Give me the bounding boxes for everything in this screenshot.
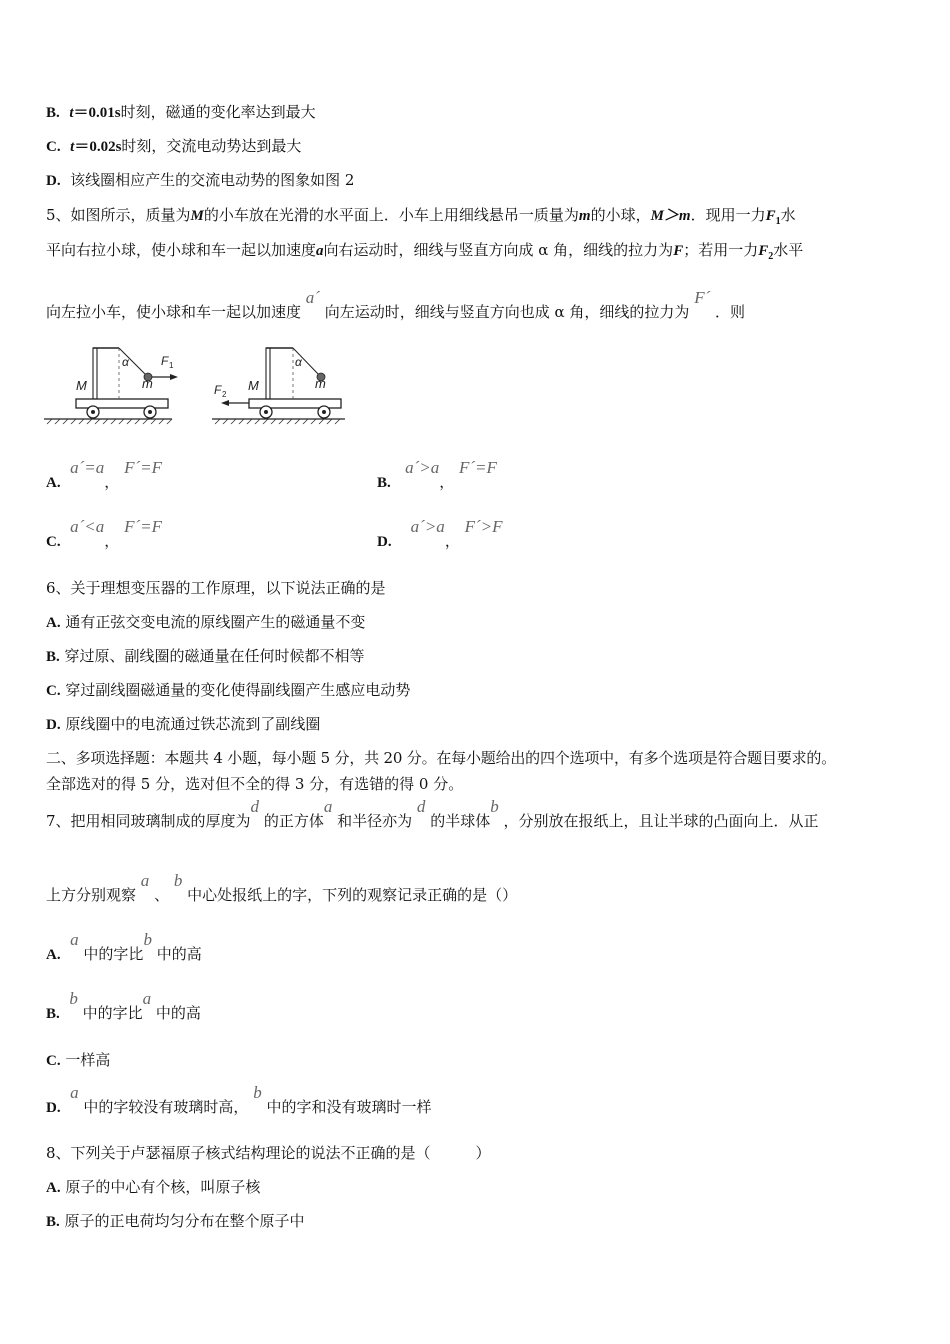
stem-text: ．则 bbox=[715, 303, 746, 321]
right-diagram bbox=[212, 348, 345, 424]
label-M: M bbox=[248, 378, 259, 393]
math-expr: a´<a bbox=[70, 517, 105, 536]
q7-option-c bbox=[46, 1050, 110, 1071]
var-t: t bbox=[70, 139, 75, 155]
q8-option-a bbox=[46, 1177, 260, 1198]
stem-text: ．现用一力 bbox=[690, 206, 766, 224]
post bbox=[266, 348, 270, 399]
q6-option-d bbox=[46, 714, 320, 735]
subscript: 2 bbox=[768, 251, 774, 262]
option-text: 中的字和没有玻璃时一样 bbox=[266, 1098, 432, 1116]
option-letter: D. bbox=[46, 173, 61, 189]
label-F1-sub: 1 bbox=[169, 361, 174, 370]
stem-text: 的小车放在光滑的水平面上．小车上用细线悬吊一质量为 bbox=[203, 206, 579, 224]
stem-text: 平向右拉小球，使小球和车一起以加速度 bbox=[46, 241, 317, 259]
q5-option-a bbox=[46, 458, 162, 493]
q6-stem: 6、关于理想变压器的工作原理，以下说法正确的是 bbox=[46, 579, 386, 597]
math-expr: F´>F bbox=[464, 517, 503, 536]
option-text: 一样高 bbox=[65, 1051, 111, 1069]
comma: ， bbox=[104, 532, 120, 550]
q8-option-b bbox=[46, 1211, 305, 1232]
q4-option-d bbox=[46, 170, 354, 191]
math-d: d bbox=[416, 797, 426, 816]
option-letter: A. bbox=[46, 947, 61, 963]
option-letter: B. bbox=[46, 1006, 60, 1022]
label-m: m bbox=[142, 376, 153, 391]
label-F1: F bbox=[161, 354, 169, 368]
math-expr: a´=a bbox=[70, 458, 105, 477]
option-text: 中的高 bbox=[155, 1004, 201, 1022]
math-expr: a´>a bbox=[405, 458, 440, 477]
math-a-prime: a´ bbox=[305, 288, 320, 307]
math-a: a bbox=[323, 797, 333, 816]
q8-stem: 8、下列关于卢瑟福原子核式结构理论的说法不正确的是（ ） bbox=[46, 1144, 491, 1162]
var-M-gt-m: M＞m bbox=[650, 208, 691, 224]
option-text: 该线圈相应产生的交流电动势的图象如图 2 bbox=[70, 171, 355, 189]
subscript: 1 bbox=[775, 216, 781, 227]
q7-option-a bbox=[46, 930, 202, 965]
option-text: 通有正弦交变电流的原线圈产生的磁通量不变 bbox=[65, 613, 366, 631]
stem-text: 中心处报纸上的字，下列的观察记录正确的是（） bbox=[187, 886, 518, 904]
math-b: b bbox=[490, 797, 499, 816]
stem-text: 7、把用相同玻璃制成的厚度为 bbox=[46, 812, 251, 830]
stem-text: 上方分别观察 bbox=[46, 886, 137, 904]
var-a: a bbox=[316, 243, 324, 259]
q5-option-c bbox=[46, 517, 162, 552]
option-text: 中的字比 bbox=[83, 945, 144, 963]
option-text: 中的字较没有玻璃时高， bbox=[83, 1098, 249, 1116]
comma: ， bbox=[444, 532, 460, 550]
option-letter: D. bbox=[46, 717, 61, 733]
math-b: b bbox=[173, 871, 183, 890]
stem-text: 5、如图所示，质量为 bbox=[46, 206, 191, 224]
option-letter: B. bbox=[46, 105, 60, 121]
var-m: m bbox=[578, 208, 591, 224]
option-letter: C. bbox=[46, 683, 61, 699]
q6-option-c bbox=[46, 680, 410, 701]
stem-text: 水平 bbox=[773, 241, 804, 259]
stem-text: 向左拉小车，使小球和车一起以加速度 bbox=[46, 303, 302, 321]
q6-option-a bbox=[46, 612, 365, 633]
label-m: m bbox=[315, 376, 326, 391]
label-F2: F bbox=[214, 383, 222, 397]
math-expr: F´=F bbox=[124, 517, 162, 536]
math-b: b bbox=[253, 1083, 262, 1102]
q7-stem-line2 bbox=[46, 871, 518, 905]
section-heading-line2: 全部选对的得 5 分，选对但不全的得 3 分，有选错的得 0 分。 bbox=[46, 775, 464, 793]
var-t: t bbox=[69, 105, 74, 121]
math-b: b bbox=[143, 930, 152, 949]
time-value: ＝0.02s bbox=[74, 139, 122, 155]
math-b: b bbox=[69, 989, 78, 1008]
comma: ， bbox=[104, 473, 120, 491]
option-letter: A. bbox=[46, 475, 61, 491]
stem-text: 的小球， bbox=[590, 206, 651, 224]
q5-figure bbox=[44, 340, 349, 425]
post bbox=[93, 348, 97, 399]
q5-stem-line2 bbox=[46, 240, 803, 267]
option-letter: C. bbox=[46, 534, 61, 550]
comma: ， bbox=[439, 473, 455, 491]
option-letter: A. bbox=[46, 1180, 61, 1196]
option-text: 穿过原、副线圈的磁通量在任何时候都不相等 bbox=[64, 647, 365, 665]
math-a: a bbox=[142, 989, 152, 1008]
option-text: 中的字比 bbox=[82, 1004, 143, 1022]
option-letter: C. bbox=[46, 139, 61, 155]
var-F: F bbox=[673, 243, 684, 259]
math-expr: a´>a bbox=[410, 517, 445, 536]
math-expr: F´=F bbox=[124, 458, 162, 477]
arrow-left bbox=[221, 400, 229, 406]
q5-stem-line1 bbox=[46, 205, 796, 232]
option-letter: D. bbox=[377, 534, 392, 550]
option-text: 穿过副线圈磁通量的变化使得副线圈产生感应电动势 bbox=[65, 681, 411, 699]
q5-option-b bbox=[377, 458, 497, 493]
option-text: 原线圈中的电流通过铁芯流到了副线圈 bbox=[65, 715, 321, 733]
separator: 、 bbox=[154, 886, 170, 904]
math-a: a bbox=[70, 930, 79, 949]
q7-option-b bbox=[46, 989, 201, 1024]
var-F1: F bbox=[765, 208, 776, 224]
var-F2: F bbox=[758, 243, 769, 259]
option-text: 原子的正电荷均匀分布在整个原子中 bbox=[64, 1212, 305, 1230]
stem-text: ；若用一力 bbox=[683, 241, 759, 259]
option-text: 时刻，交流电动势达到最大 bbox=[121, 137, 302, 155]
arrow-right bbox=[170, 374, 178, 380]
option-letter: C. bbox=[46, 1053, 61, 1069]
q5-stem-line3 bbox=[46, 288, 746, 322]
q7-option-d bbox=[46, 1083, 432, 1118]
q7-stem-line1 bbox=[46, 797, 819, 831]
option-text: 原子的中心有个核，叫原子核 bbox=[65, 1178, 261, 1196]
math-d: d bbox=[250, 797, 260, 816]
var-M: M bbox=[190, 208, 204, 224]
q4-option-b bbox=[46, 102, 316, 123]
math-a: a bbox=[70, 1083, 79, 1102]
q4-option-c bbox=[46, 136, 301, 157]
stem-text: 的半球体 bbox=[430, 812, 491, 830]
label-M: M bbox=[76, 378, 87, 393]
section-heading-line1: 二、多项选择题：本题共 4 小题，每小题 5 分，共 20 分。在每小题给出的四个选项中，有多个选项是符合题目要求的。 bbox=[46, 749, 836, 767]
stem-text: 的正方体 bbox=[263, 812, 324, 830]
option-letter: D. bbox=[46, 1100, 61, 1116]
option-letter: B. bbox=[377, 475, 391, 491]
left-diagram bbox=[44, 348, 178, 424]
option-text: 时刻，磁通的变化率达到最大 bbox=[120, 103, 316, 121]
option-letter: B. bbox=[46, 1214, 60, 1230]
math-F-prime: F´ bbox=[694, 288, 711, 307]
stem-text: ，分别放在报纸上，且让半球的凸面向上．从正 bbox=[503, 812, 819, 830]
stem-text: 向右运动时，细线与竖直方向成 α 角，细线的拉力为 bbox=[323, 241, 674, 259]
q6-option-b bbox=[46, 646, 365, 667]
label-alpha: α bbox=[295, 355, 302, 369]
label-alpha: α bbox=[122, 355, 129, 369]
time-value: ＝0.01s bbox=[73, 105, 121, 121]
option-letter: A. bbox=[46, 615, 61, 631]
math-expr: F´=F bbox=[459, 458, 497, 477]
q5-option-d bbox=[377, 517, 503, 552]
stem-text: 和半径亦为 bbox=[337, 812, 413, 830]
label-F2-sub: 2 bbox=[222, 390, 227, 399]
stem-text: 向左运动时，细线与竖直方向也成 α 角，细线的拉力为 bbox=[324, 303, 690, 321]
option-letter: B. bbox=[46, 649, 60, 665]
option-text: 中的高 bbox=[156, 945, 202, 963]
stem-text: 水 bbox=[780, 206, 796, 224]
math-a: a bbox=[140, 871, 150, 890]
